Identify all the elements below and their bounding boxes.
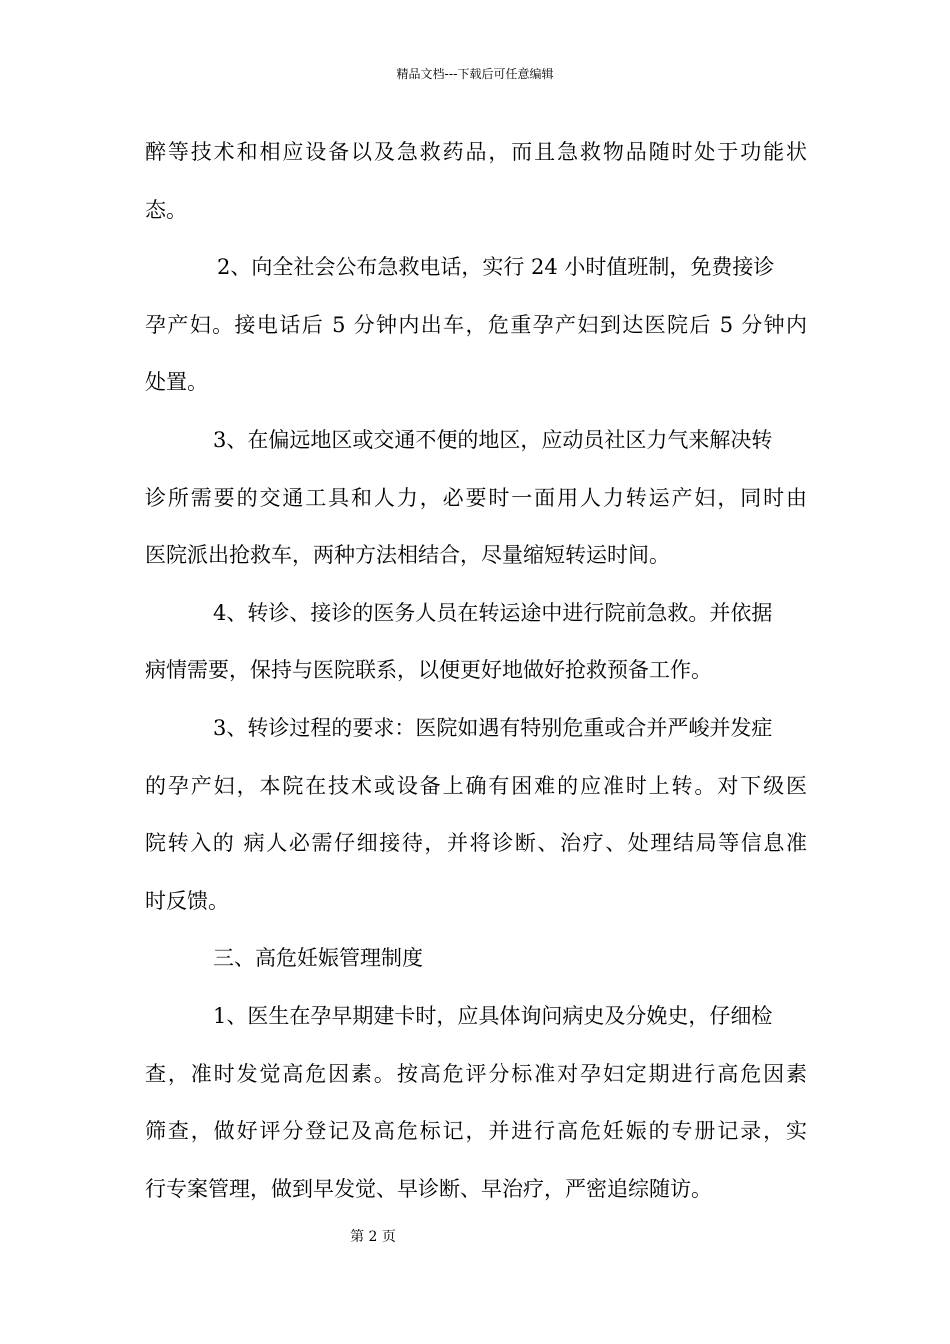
text-line: 1、医生在孕早期建卡时，应具体询问病史及分娩史，仔细检 <box>213 1004 773 1028</box>
page-number: 第 2 页 <box>350 1229 396 1245</box>
text-line: 孕产妇。接电话后 5 分钟内出车，危重孕产妇到达医院后 5 分钟内 <box>145 312 807 337</box>
page-header: 精品文档---下载后可任意编辑 <box>396 67 554 81</box>
text-line: 3、转诊过程的要求：医院如遇有特别危重或合并严峻并发症 <box>213 716 773 740</box>
text-line: 三、高危妊娠管理制度 <box>213 946 423 971</box>
text-line: 2、向全社会公布急救电话，实行 24 小时值班制，免费接诊 <box>217 255 775 280</box>
text-line: 筛查，做好评分登记及高危标记，并进行高危妊娠的专册记录，实 <box>145 1119 807 1144</box>
text-line: 院转入的 病人必需仔细接待，并将诊断、治疗、处理结局等信息准 <box>145 831 807 856</box>
text-line: 态。 <box>145 197 187 222</box>
text-line: 病情需要，保持与医院联系，以便更好地做好抢救预备工作。 <box>145 658 712 683</box>
text-line: 时反馈。 <box>145 888 229 913</box>
text-line: 查，准时发觉高危因素。按高危评分标准对孕妇定期进行高危因素 <box>145 1061 807 1086</box>
text-line: 行专案管理，做到早发觉、早诊断、早治疗，严密追综随访。 <box>145 1176 712 1201</box>
text-line: 的孕产妇，本院在技术或设备上确有困难的应准时上转。对下级医 <box>145 773 807 798</box>
text-line: 醉等技术和相应设备以及急救药品，而且急救物品随时处于功能状 <box>145 140 807 164</box>
text-line: 诊所需要的交通工具和人力，必要时一面用人力转运产妇，同时由 <box>145 485 807 510</box>
text-line: 处置。 <box>145 370 208 395</box>
text-line: 3、在偏远地区或交通不便的地区，应动员社区力气来解决转 <box>213 428 773 452</box>
text-line: 4、转诊、接诊的医务人员在转运途中进行院前急救。并依据 <box>213 600 773 625</box>
text-line: 医院派出抢救车，两种方法相结合，尽量缩短转运时间。 <box>145 543 670 568</box>
